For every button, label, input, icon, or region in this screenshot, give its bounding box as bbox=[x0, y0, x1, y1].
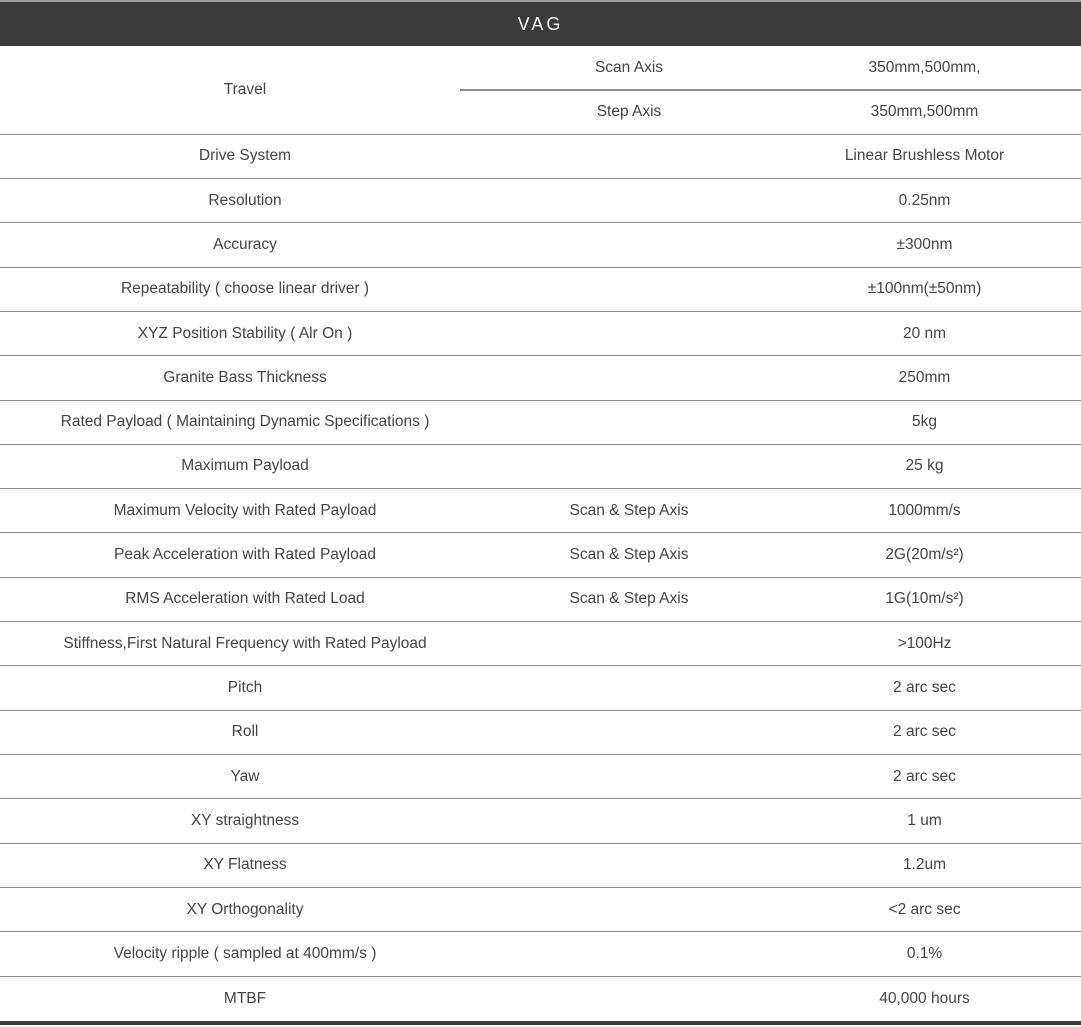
row-value: 350mm,500mm bbox=[870, 102, 979, 120]
row-value: 1G(10m/s²) bbox=[885, 590, 964, 608]
row-label: Stiffness,First Natural Frequency with Rated Payload bbox=[63, 634, 427, 652]
row-label: RMS Acceleration with Rated Load bbox=[125, 590, 365, 608]
row-axis: Scan & Step Axis bbox=[569, 501, 689, 519]
row-value: ±300nm bbox=[896, 235, 953, 253]
row-label: Velocity ripple ( sampled at 400mm/s ) bbox=[113, 944, 377, 962]
row-value: 2 arc sec bbox=[893, 767, 956, 785]
table-row bbox=[0, 533, 1081, 577]
table-row bbox=[0, 844, 1081, 888]
row-value: 1000mm/s bbox=[888, 501, 961, 519]
row-label: Yaw bbox=[230, 767, 260, 785]
row-label: XY straightness bbox=[190, 811, 300, 829]
row-value: 25 kg bbox=[905, 457, 944, 475]
row-axis bbox=[490, 622, 768, 665]
row-axis bbox=[490, 401, 768, 444]
table-row bbox=[0, 578, 1081, 622]
row-value: 250mm bbox=[898, 368, 951, 386]
row-value: 40,000 hours bbox=[879, 989, 970, 1007]
row-axis bbox=[490, 932, 768, 975]
table-row bbox=[0, 179, 1081, 223]
row-label: Drive System bbox=[198, 147, 292, 165]
row-axis bbox=[490, 223, 768, 266]
bottom-bar bbox=[0, 1021, 1081, 1026]
row-label: Pitch bbox=[227, 679, 263, 697]
row-axis bbox=[490, 179, 768, 222]
travel-scan-subrow bbox=[490, 46, 1081, 90]
table-title: VAG bbox=[517, 13, 564, 34]
row-axis: Step Axis bbox=[596, 102, 662, 120]
row-axis bbox=[490, 799, 768, 842]
row-label: Repeatability ( choose linear driver ) bbox=[120, 280, 370, 298]
row-label: Travel bbox=[223, 80, 267, 98]
row-axis: Scan & Step Axis bbox=[569, 590, 689, 608]
row-value: 0.1% bbox=[906, 944, 943, 962]
spec-table bbox=[0, 46, 1081, 1021]
table-row bbox=[0, 445, 1081, 489]
table-row bbox=[0, 135, 1081, 179]
row-axis bbox=[490, 268, 768, 311]
row-value: 20 nm bbox=[902, 324, 947, 342]
row-value: 0.25nm bbox=[898, 191, 951, 209]
table-row bbox=[0, 755, 1081, 799]
row-axis: Scan & Step Axis bbox=[569, 546, 689, 564]
row-axis bbox=[490, 755, 768, 798]
row-value: >100Hz bbox=[897, 634, 952, 652]
row-value: 2 arc sec bbox=[893, 723, 956, 741]
table-row bbox=[0, 489, 1081, 533]
row-label: Maximum Velocity with Rated Payload bbox=[113, 501, 377, 519]
table-row bbox=[0, 799, 1081, 843]
table-row bbox=[0, 223, 1081, 267]
row-axis: Scan Axis bbox=[594, 58, 664, 76]
table-row bbox=[0, 977, 1081, 1021]
table-row bbox=[0, 268, 1081, 312]
row-axis bbox=[490, 445, 768, 488]
row-label: XYZ Position Stability ( Alr On ) bbox=[137, 324, 353, 342]
row-label: Accuracy bbox=[213, 235, 277, 253]
table-row bbox=[0, 666, 1081, 710]
row-axis bbox=[490, 711, 768, 754]
table-row bbox=[0, 932, 1081, 976]
table-header bbox=[0, 0, 1081, 46]
table-row bbox=[0, 622, 1081, 666]
row-value: Linear Brushless Motor bbox=[844, 147, 1005, 165]
row-axis bbox=[490, 666, 768, 709]
row-value: 2 arc sec bbox=[893, 679, 956, 697]
row-value: 1.2um bbox=[902, 856, 947, 874]
row-label: Granite Bass Thickness bbox=[163, 368, 327, 386]
row-label: XY Flatness bbox=[203, 856, 287, 874]
row-label: XY Orthogonality bbox=[186, 900, 304, 918]
row-value: ±100nm(±50nm) bbox=[867, 280, 982, 298]
table-row bbox=[0, 401, 1081, 445]
row-value: 2G(20m/s²) bbox=[885, 546, 964, 564]
travel-step-subrow bbox=[490, 90, 1081, 134]
row-label: Rated Payload ( Maintaining Dynamic Specifications ) bbox=[60, 413, 430, 431]
row-value: 5kg bbox=[912, 413, 937, 431]
row-value: 1 um bbox=[907, 811, 942, 829]
table-row bbox=[0, 888, 1081, 932]
row-value: <2 arc sec bbox=[888, 900, 961, 918]
row-label: Maximum Payload bbox=[181, 457, 309, 475]
table-row bbox=[0, 312, 1081, 356]
row-axis bbox=[490, 135, 768, 178]
row-axis bbox=[490, 888, 768, 931]
table-row-travel bbox=[0, 46, 1081, 135]
travel-sub-divider bbox=[460, 89, 1081, 91]
row-axis bbox=[490, 356, 768, 399]
row-label: Roll bbox=[231, 723, 259, 741]
row-axis bbox=[490, 312, 768, 355]
row-axis bbox=[490, 977, 768, 1021]
row-axis bbox=[490, 844, 768, 887]
row-label: MTBF bbox=[223, 989, 267, 1007]
table-row bbox=[0, 711, 1081, 755]
table-row bbox=[0, 356, 1081, 400]
row-label: Peak Acceleration with Rated Payload bbox=[114, 546, 376, 564]
row-value: 350mm,500mm, bbox=[868, 58, 981, 76]
row-label: Resolution bbox=[208, 191, 282, 209]
